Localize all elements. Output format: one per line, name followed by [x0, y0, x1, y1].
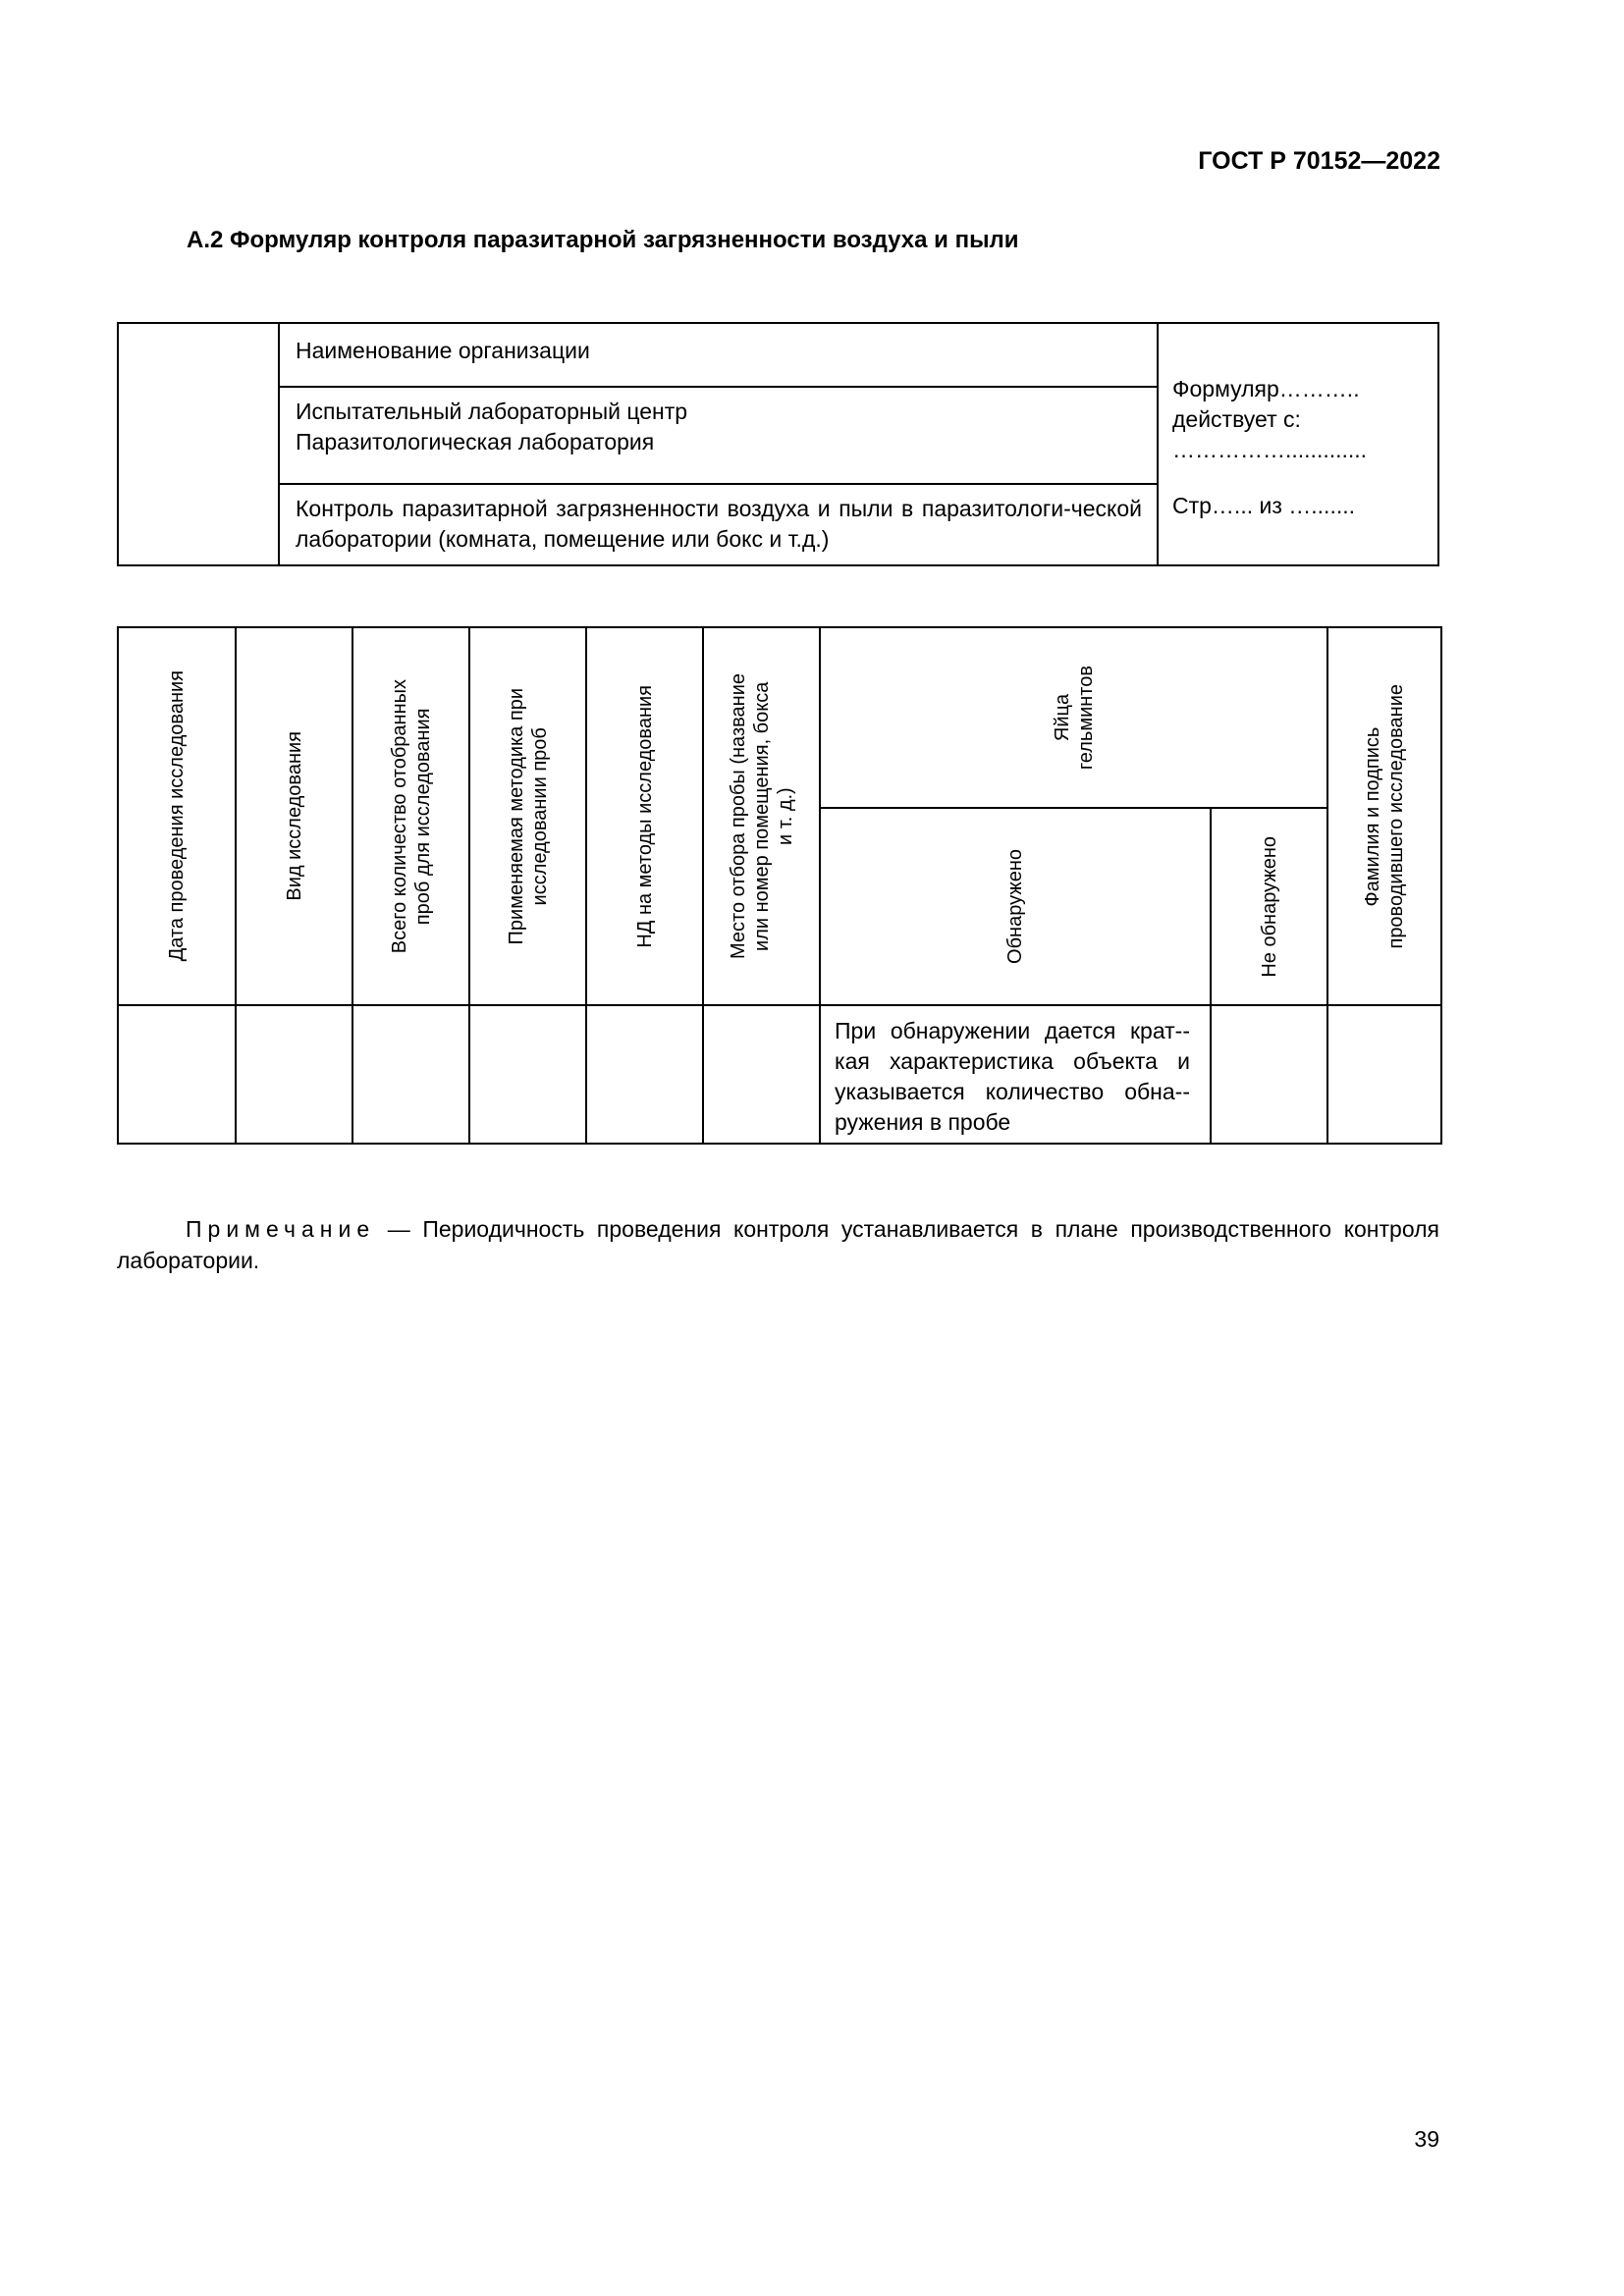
col-header-text: Не обнаружено	[1258, 835, 1280, 978]
form-header-table	[117, 322, 1439, 566]
col-header-text: Фамилия и подпись проводившего исследование	[1362, 683, 1407, 949]
col-header-normative-doc	[587, 628, 702, 1004]
control-description: Контроль паразитарной загрязненности воздуха и пыли в паразитологи-ческой лаборатории (комната, помещение или бокс и т.д.)	[296, 496, 1142, 552]
header-divider	[278, 386, 1157, 388]
header-divider	[278, 483, 1157, 485]
col-header-signature	[1328, 628, 1440, 1004]
col-header-type	[237, 628, 352, 1004]
header-divider	[1157, 324, 1159, 564]
lab-name: Паразитологическая лаборатория	[296, 429, 655, 454]
col-header-helminth-eggs	[821, 628, 1326, 807]
col-header-text: Вид исследования	[283, 731, 305, 901]
found-cell-hint: При обнаружении дается крат-кая характеристика объекта и указывается количество обна-ружения в пробе	[835, 1018, 1190, 1135]
header-divider	[278, 324, 280, 564]
journal-table	[117, 626, 1442, 1145]
col-header-sample-count	[353, 628, 468, 1004]
col-header-not-found	[1212, 809, 1326, 1004]
lab-center: Испытательный лабораторный центр	[296, 399, 688, 424]
col-header-text: Обнаружено	[1004, 849, 1026, 964]
standard-number: ГОСТ Р 70152—2022	[1198, 147, 1440, 175]
formular-label: Формуляр………..	[1172, 376, 1360, 401]
organization-name: Наименование организации	[296, 338, 590, 363]
col-header-text: Место отбора пробы (название или номер помещения, бокса и т. д.)	[727, 673, 796, 959]
col-header-found	[821, 809, 1210, 1004]
section-heading: А.2 Формуляр контроля паразитарной загрязненности воздуха и пыли	[187, 227, 1019, 253]
row-divider	[119, 1004, 1440, 1006]
col-header-text: Яйца гельминтов	[1051, 665, 1097, 771]
col-header-date	[119, 628, 235, 1004]
valid-from-dots: …………….............	[1172, 437, 1368, 462]
note-text: — Периодичность проведения контроля устанавливается в плане производственного контроля лаборатории.	[117, 1216, 1439, 1273]
note-label: Примечание	[186, 1216, 376, 1242]
col-header-text: Применяемая методика при исследовании проб	[505, 687, 551, 945]
valid-from-label: действует с:	[1172, 406, 1301, 432]
col-header-sampling-place	[704, 628, 819, 1004]
col-header-text: НД на методы исследования	[633, 684, 656, 948]
col-header-text: Всего количество отобранных проб для исследования	[388, 678, 434, 954]
col-header-method	[470, 628, 585, 1004]
note	[117, 1213, 1439, 1276]
col-header-text: Дата проведения исследования	[166, 670, 188, 962]
page-number: 39	[1414, 2126, 1439, 2152]
page-of-label: Стр…... из ….......	[1172, 493, 1356, 518]
